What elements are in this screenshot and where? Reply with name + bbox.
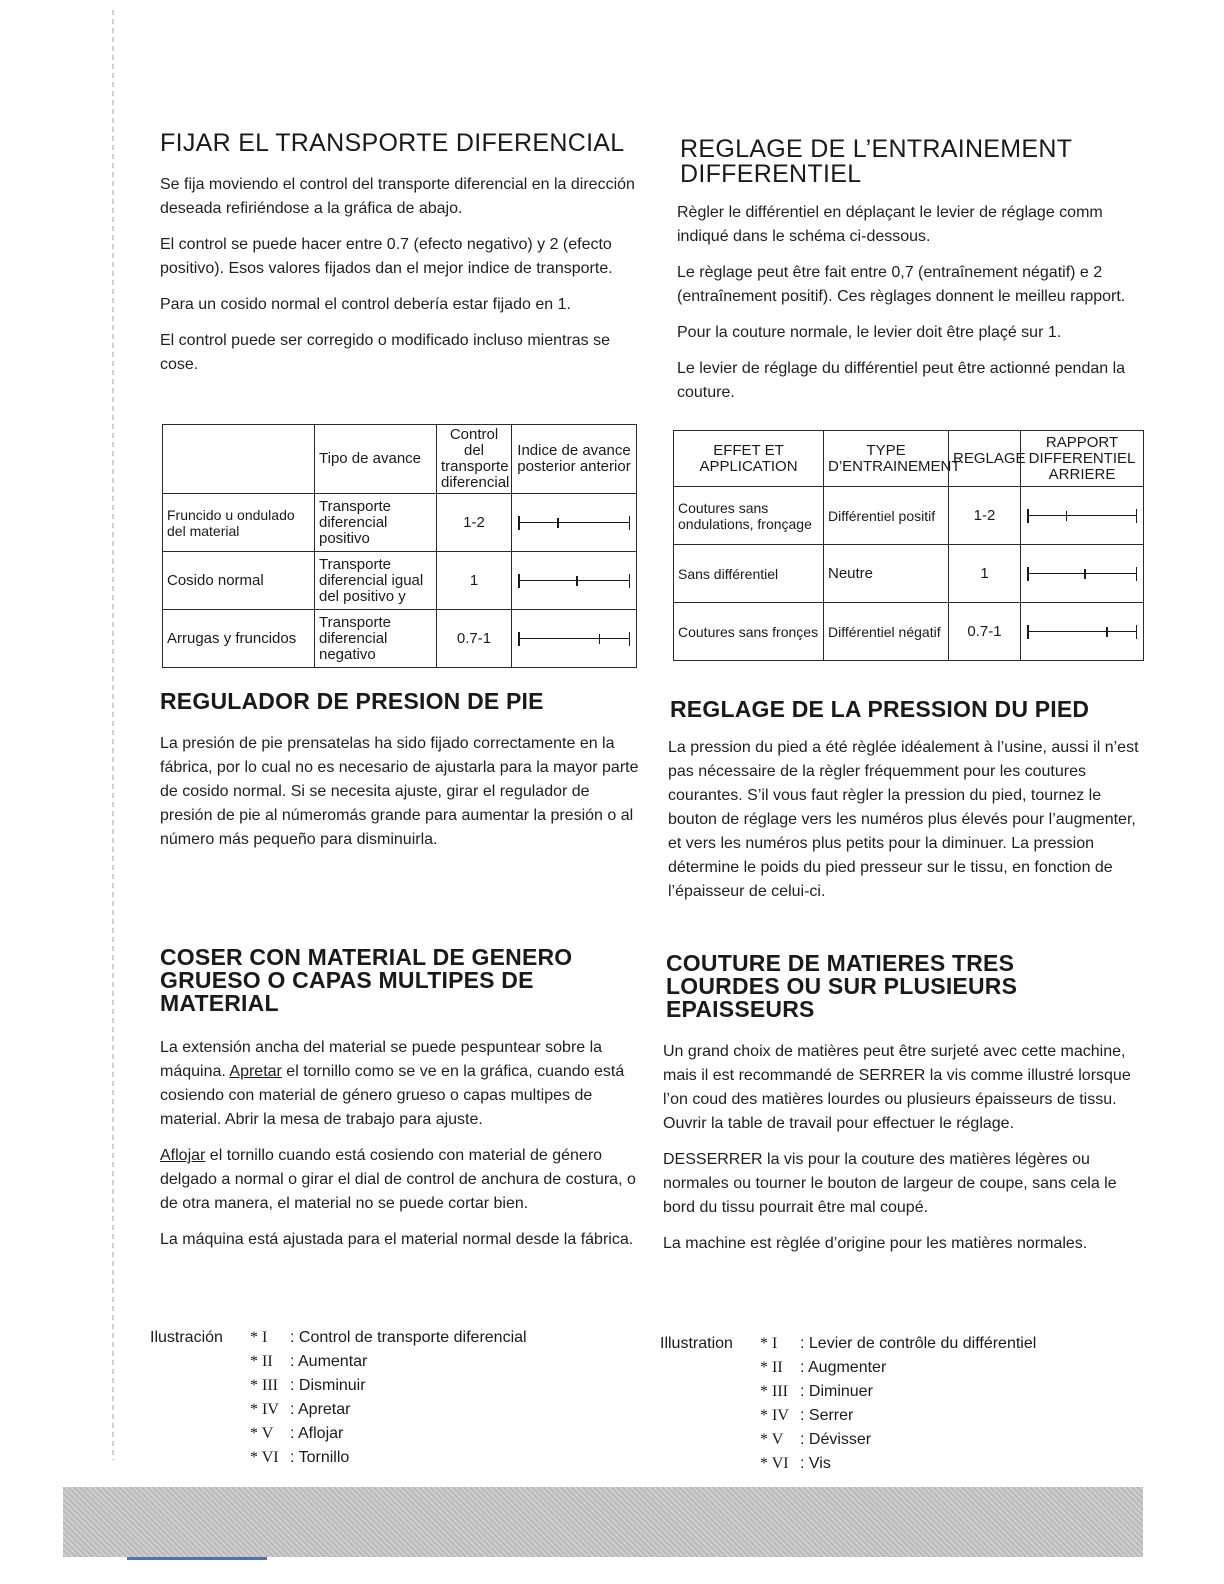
fr-transport-body xyxy=(677,201,1147,417)
legend-code: * VI xyxy=(250,1449,279,1466)
fr-transport-paragraph: Le levier de réglage du différentiel peut être actionné pendan la couture. xyxy=(677,360,1126,401)
legend-code: * III xyxy=(760,1383,788,1400)
table-row xyxy=(163,610,637,668)
fr-row-application: Sans différentiel xyxy=(674,545,824,603)
fr-pressure-section xyxy=(670,698,1150,721)
fr-row-type: Différentiel positif xyxy=(824,487,949,545)
fr-pressure-title: REGLAGE DE LA PRESSION DU PIED xyxy=(670,696,1090,722)
es-row-setting: 1 xyxy=(437,552,512,610)
fr-transport-paragraph: Pour la couture normale, le levier doit être plaçé sur 1. xyxy=(677,324,1062,341)
fr-heavy-section xyxy=(666,952,1146,1021)
fr-table-header: TYPE D’ENTRAINEMENT xyxy=(824,431,949,487)
legend-row xyxy=(660,1332,1150,1356)
es-pressure-section xyxy=(160,690,640,713)
legend-row xyxy=(150,1398,640,1422)
es-transport-table xyxy=(162,424,637,668)
es-heavy-body xyxy=(160,1036,640,1264)
legend-text: : Aumentar xyxy=(290,1353,368,1370)
legend-code: * V xyxy=(250,1425,274,1442)
es-pressure-body xyxy=(160,732,640,864)
fr-row-type: Différentiel négatif xyxy=(824,603,949,661)
footer-blue-mark xyxy=(127,1557,267,1560)
legend-text: : Control de transporte diferencial xyxy=(290,1329,527,1346)
legend-code: * IV xyxy=(250,1401,279,1418)
table-row xyxy=(163,552,637,610)
legend-text: : Dévisser xyxy=(800,1431,872,1448)
fr-row-setting: 0.7-1 xyxy=(949,603,1021,661)
es-table-header: Indice de avance posterior anterior xyxy=(512,425,637,494)
es-row-setting: 0.7-1 xyxy=(437,610,512,668)
legend-text: : Vis xyxy=(800,1455,831,1472)
es-heavy-section xyxy=(160,946,640,1015)
fr-heavy-body xyxy=(663,1040,1141,1268)
es-transport-paragraph: Se fija moviendo el control del transporte diferencial en la dirección deseada refiriéndose a la gráfica de abajo. xyxy=(160,176,635,217)
legend-row xyxy=(150,1374,640,1398)
es-heavy-title-line: GRUESO O CAPAS MULTIPES DE xyxy=(160,967,534,993)
legend-text: : Diminuer xyxy=(800,1383,873,1400)
text-span: el tornillo como se ve en la gráfica, cuando está cosiendo con material de género grueso o capas multipes de material. Abrir la mesa de trabajo para ajuste. xyxy=(160,1063,625,1128)
text-span: el tornillo cuando está cosiendo con material de género delgado a normal o girar el dial de control de anchura de costura, o de otra manera, el material no se puede cortar bien. xyxy=(160,1147,636,1212)
fr-pressure-paragraph: La pression du pied a été règlée idéalement à l’usine, aussi il n’est pas nécessaire de la règler fréquemment pour les coutures courantes. S’il vous faut règler la pression du pied, tournez le bouton de réglage vers les numéros plus élevés pour l’augmenter, et vers les numéros plus petits pour la diminuer. La pression détermine le poids du pied presseur sur le tissu, en fonction de l’épaisseur de celui-ci. xyxy=(668,739,1139,900)
es-table-header xyxy=(163,425,315,494)
legend-text: : Apretar xyxy=(290,1401,351,1418)
fr-heavy-paragraph: DESSERRER la vis pour la couture des matières légères ou normales ou tourner le bouton de largeur de coupe, sans cela le bord du tissu pourrait être mal coupé. xyxy=(663,1151,1117,1216)
es-illustration-legend xyxy=(150,1326,640,1470)
legend-row xyxy=(150,1446,640,1470)
fr-illustration-label: Illustration xyxy=(660,1335,733,1352)
fr-transport-title-line: DIFFERENTIEL xyxy=(680,160,862,188)
feed-ratio-scale xyxy=(518,574,630,588)
es-table-header: Tipo de avance xyxy=(315,425,437,494)
legend-text: : Aflojar xyxy=(290,1425,344,1442)
legend-code: * I xyxy=(760,1335,778,1352)
table-row xyxy=(163,494,637,552)
fr-heavy-paragraph: Un grand choix de matières peut être surjeté avec cette machine, mais il est recommandé de SERRER la vis comme illustré lorsque l’on coud des matières lourdes ou plusieurs épaisseurs de tissu. Ouvrir la table de travail pour effectuer le réglage. xyxy=(663,1043,1131,1132)
feed-ratio-scale xyxy=(518,632,630,646)
fr-heavy-title-line: COUTURE DE MATIERES TRES xyxy=(666,950,1015,976)
feed-ratio-scale xyxy=(1027,567,1137,581)
es-heavy-paragraph: La máquina está ajustada para el material normal desde la fábrica. xyxy=(160,1231,634,1248)
legend-row xyxy=(660,1452,1150,1476)
legend-row xyxy=(150,1350,640,1374)
es-row-application: Cosido normal xyxy=(163,552,315,610)
legend-row xyxy=(150,1422,640,1446)
legend-code: * VI xyxy=(760,1455,789,1472)
legend-code: * II xyxy=(760,1359,783,1376)
table-row xyxy=(674,487,1144,545)
legend-text: : Serrer xyxy=(800,1407,854,1424)
es-row-setting: 1-2 xyxy=(437,494,512,552)
legend-row xyxy=(660,1428,1150,1452)
legend-row xyxy=(660,1356,1150,1380)
es-transport-paragraph: El control se puede hacer entre 0.7 (efecto negativo) y 2 (efecto positivo). Esos valores fijados dan el mejor indice de transporte. xyxy=(160,236,613,277)
legend-row xyxy=(150,1326,640,1350)
legend-code: * IV xyxy=(760,1407,789,1424)
fr-transport-paragraph: Le règlage peut être fait entre 0,7 (entraînement négatif) e 2 (entraînement positif). Ces règlages donnent le meilleu rapport. xyxy=(677,264,1126,305)
fr-row-setting: 1 xyxy=(949,545,1021,603)
es-transport-body xyxy=(160,173,640,389)
binding-edge xyxy=(112,10,114,1460)
es-transport-section xyxy=(160,131,640,156)
legend-code: * I xyxy=(250,1329,268,1346)
es-row-type: Transporte diferencial positivo xyxy=(315,494,437,552)
legend-text: : Tornillo xyxy=(290,1449,350,1466)
table-row xyxy=(674,603,1144,661)
es-illustration-label: Ilustración xyxy=(150,1329,223,1346)
es-heavy-title-line: COSER CON MATERIAL DE GENERO xyxy=(160,944,573,970)
legend-text: : Augmenter xyxy=(800,1359,887,1376)
fr-row-setting: 1-2 xyxy=(949,487,1021,545)
legend-row xyxy=(660,1404,1150,1428)
es-row-type: Transporte diferencial igual del positivo y xyxy=(315,552,437,610)
es-transport-title: FIJAR EL TRANSPORTE DIFERENCIAL xyxy=(160,129,625,157)
es-table-header: Control del transporte diferencial xyxy=(437,425,512,494)
fr-heavy-title-line: LOURDES OU SUR PLUSIEURS xyxy=(666,973,1018,999)
legend-text: : Disminuir xyxy=(290,1377,366,1394)
legend-code: * V xyxy=(760,1431,784,1448)
es-row-type: Transporte diferencial negativo xyxy=(315,610,437,668)
fr-pressure-body xyxy=(668,736,1142,916)
fr-row-application: Coutures sans fronçes xyxy=(674,603,824,661)
es-heavy-paragraph xyxy=(160,1144,640,1216)
feed-ratio-scale xyxy=(1027,625,1137,639)
es-heavy-paragraph xyxy=(160,1036,640,1132)
legend-row xyxy=(660,1380,1150,1404)
es-pressure-title: REGULADOR DE PRESION DE PIE xyxy=(160,688,544,714)
fr-row-type: Neutre xyxy=(824,545,949,603)
fr-transport-table xyxy=(673,430,1144,661)
feed-ratio-scale xyxy=(1027,509,1137,523)
fr-heavy-title-line: EPAISSEURS xyxy=(666,996,815,1022)
fr-table-header: RAPPORT DIFFERENTIEL ARRIERE xyxy=(1021,431,1144,487)
legend-code: * III xyxy=(250,1377,278,1394)
emphasis-apretar: Apretar xyxy=(229,1063,282,1080)
scanned-footer-band xyxy=(63,1487,1143,1557)
fr-transport-title-line: REGLAGE DE L’ENTRAINEMENT xyxy=(680,135,1073,163)
feed-ratio-scale xyxy=(518,516,630,530)
table-row xyxy=(674,545,1144,603)
emphasis-aflojar: Aflojar xyxy=(160,1147,206,1164)
fr-row-application: Coutures sans ondulations, fronçage xyxy=(674,487,824,545)
es-pressure-paragraph: La presión de pie prensatelas ha sido fijado correctamente en la fábrica, por lo cual no es necesario de ajustarla para la mayor parte de cosido normal. Si se necesita ajuste, girar el regulador de presión de pie al númeromás grande para aumentar la presión o al número más pequeño para disminuirla. xyxy=(160,735,639,848)
fr-table-header: REGLAGE xyxy=(949,431,1021,487)
es-row-application: Fruncido u ondulado del material xyxy=(163,494,315,552)
legend-code: * II xyxy=(250,1353,273,1370)
es-transport-paragraph: El control puede ser corregido o modificado incluso mientras se cose. xyxy=(160,332,611,373)
fr-transport-paragraph: Règler le différentiel en déplaçant le levier de réglage comm indiqué dans le schéma ci-dessous. xyxy=(677,204,1103,245)
fr-transport-section xyxy=(680,137,1140,187)
legend-text: : Levier de contrôle du différentiel xyxy=(800,1335,1037,1352)
es-transport-paragraph: Para un cosido normal el control debería estar fijado en 1. xyxy=(160,296,571,313)
fr-table-header: EFFET ET APPLICATION xyxy=(674,431,824,487)
fr-heavy-paragraph: La machine est règlée d’origine pour les matières normales. xyxy=(663,1235,1088,1252)
fr-illustration-legend xyxy=(660,1332,1150,1476)
es-heavy-title-line: MATERIAL xyxy=(160,990,279,1016)
es-row-application: Arrugas y fruncidos xyxy=(163,610,315,668)
text-span: La extensión ancha del material se puede pespuntear sobre la máquina. xyxy=(160,1039,603,1080)
